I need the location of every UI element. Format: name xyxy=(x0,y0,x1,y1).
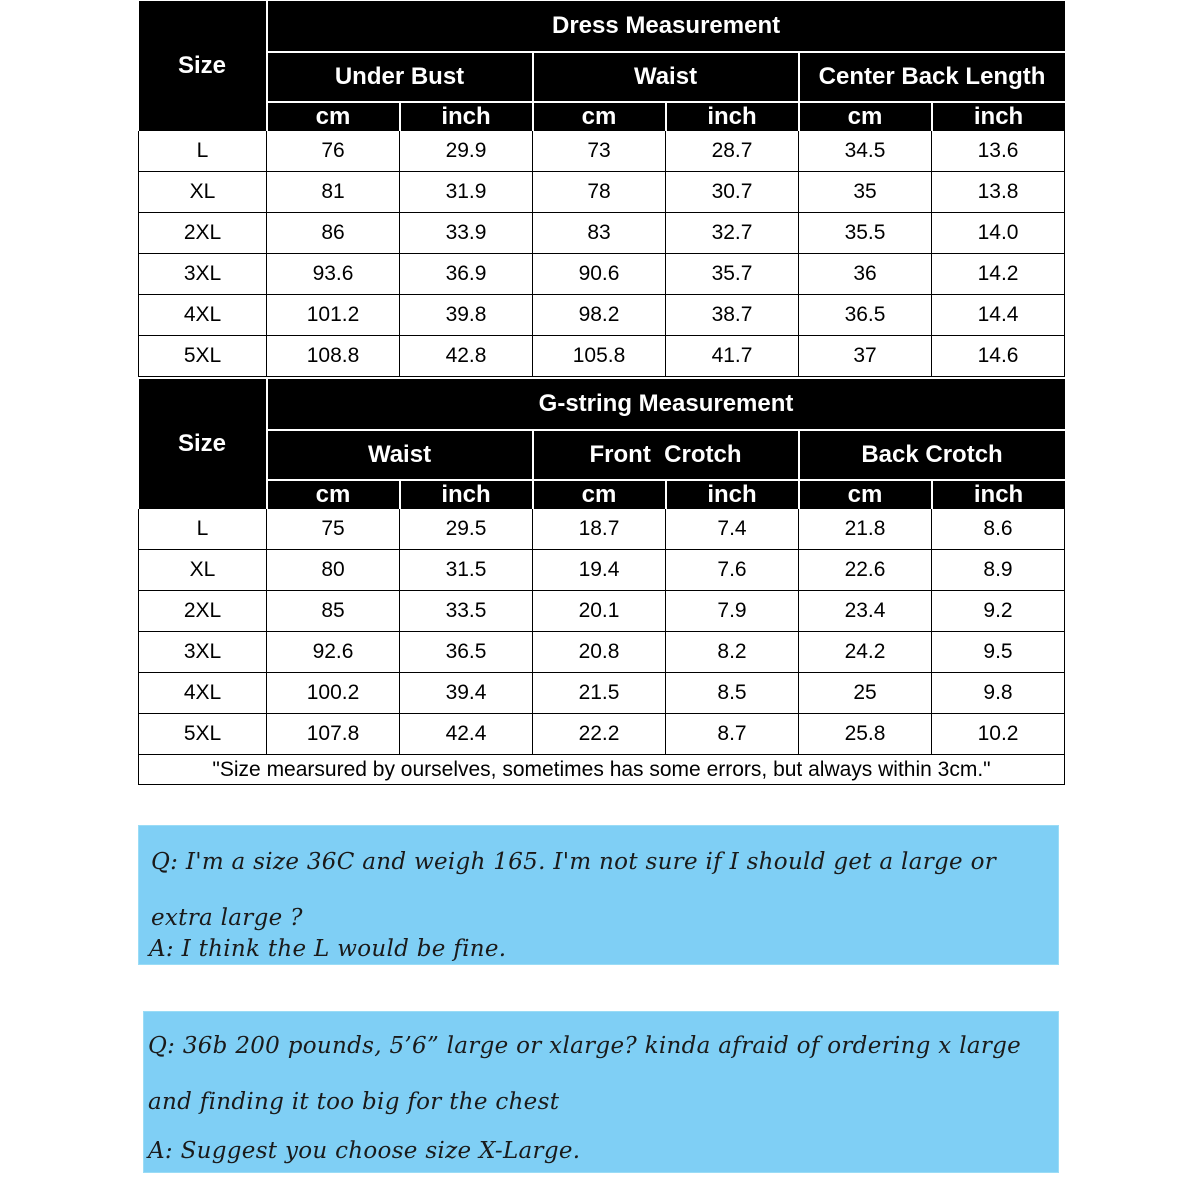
value-cell: 32.7 xyxy=(666,213,799,254)
value-cell: 98.2 xyxy=(533,295,666,336)
value-cell: 30.7 xyxy=(666,172,799,213)
value-cell: 34.5 xyxy=(799,131,932,172)
value-cell: 9.2 xyxy=(932,591,1065,632)
value-cell: 80 xyxy=(267,550,400,591)
unit-header: cm xyxy=(533,480,666,509)
size-column-header: Size xyxy=(139,1,267,131)
question-text: Q: 36b 200 pounds, 5’6” large or xlarge? kinda afraid of ordering x large and finding it too big for the chest xyxy=(148,1033,1022,1115)
value-cell: 75 xyxy=(267,509,400,550)
value-cell: 36 xyxy=(799,254,932,295)
value-cell: 8.9 xyxy=(932,550,1065,591)
value-cell: 8.5 xyxy=(666,673,799,714)
value-cell: 73 xyxy=(533,131,666,172)
size-cell: L xyxy=(139,509,267,550)
value-cell: 9.5 xyxy=(932,632,1065,673)
value-cell: 39.8 xyxy=(400,295,533,336)
value-cell: 36.5 xyxy=(400,632,533,673)
unit-header: cm xyxy=(533,102,666,131)
value-cell: 20.8 xyxy=(533,632,666,673)
value-cell: 107.8 xyxy=(267,714,400,755)
value-cell: 21.8 xyxy=(799,509,932,550)
value-cell: 25.8 xyxy=(799,714,932,755)
size-cell: 2XL xyxy=(139,591,267,632)
table-row xyxy=(139,632,1065,673)
size-cell: 4XL xyxy=(139,295,267,336)
value-cell: 18.7 xyxy=(533,509,666,550)
value-cell: 21.5 xyxy=(533,673,666,714)
value-cell: 31.5 xyxy=(400,550,533,591)
value-cell: 19.4 xyxy=(533,550,666,591)
value-cell: 20.1 xyxy=(533,591,666,632)
value-cell: 108.8 xyxy=(267,336,400,377)
answer-text: A: I think the L would be fine. xyxy=(149,936,507,962)
size-column-header: Size xyxy=(139,379,267,509)
unit-header: inch xyxy=(666,480,799,509)
group-header-center-back-length: Center Back Length xyxy=(799,52,1065,102)
unit-header: inch xyxy=(932,102,1065,131)
qa-box xyxy=(143,1011,1059,1173)
group-header-under-bust: Under Bust xyxy=(267,52,533,102)
table-row xyxy=(139,254,1065,295)
group-header-waist: Waist xyxy=(533,52,799,102)
value-cell: 22.6 xyxy=(799,550,932,591)
table-row xyxy=(139,336,1065,377)
value-cell: 83 xyxy=(533,213,666,254)
size-cell: 3XL xyxy=(139,254,267,295)
unit-header: cm xyxy=(799,480,932,509)
value-cell: 81 xyxy=(267,172,400,213)
group-header-back-crotch: Back Crotch xyxy=(799,430,1065,480)
qa-box xyxy=(138,825,1059,965)
value-cell: 35.5 xyxy=(799,213,932,254)
group-header-front-crotch: Front Crotch xyxy=(533,430,799,480)
value-cell: 8.7 xyxy=(666,714,799,755)
value-cell: 23.4 xyxy=(799,591,932,632)
table-row xyxy=(139,673,1065,714)
value-cell: 93.6 xyxy=(267,254,400,295)
footnote: "Size mearsured by ourselves, sometimes has some errors, but always within 3cm." xyxy=(139,755,1065,785)
value-cell: 10.2 xyxy=(932,714,1065,755)
value-cell: 8.6 xyxy=(932,509,1065,550)
value-cell: 14.6 xyxy=(932,336,1065,377)
value-cell: 29.9 xyxy=(400,131,533,172)
value-cell: 78 xyxy=(533,172,666,213)
unit-header: inch xyxy=(400,480,533,509)
value-cell: 92.6 xyxy=(267,632,400,673)
value-cell: 24.2 xyxy=(799,632,932,673)
value-cell: 13.6 xyxy=(932,131,1065,172)
question-text: Q: I'm a size 36C and weigh 165. I'm not sure if I should get a large or extra large ? xyxy=(151,849,997,931)
value-cell: 37 xyxy=(799,336,932,377)
value-cell: 35.7 xyxy=(666,254,799,295)
size-cell: L xyxy=(139,131,267,172)
footnote-row xyxy=(139,755,1065,785)
value-cell: 86 xyxy=(267,213,400,254)
table-row xyxy=(139,509,1065,550)
size-cell: XL xyxy=(139,550,267,591)
value-cell: 13.8 xyxy=(932,172,1065,213)
value-cell: 29.5 xyxy=(400,509,533,550)
table-row xyxy=(139,172,1065,213)
table-row xyxy=(139,550,1065,591)
size-cell: 2XL xyxy=(139,213,267,254)
table-title: Dress Measurement xyxy=(267,1,1065,52)
value-cell: 42.8 xyxy=(400,336,533,377)
dress-measurement-table xyxy=(138,1,1065,377)
value-cell: 25 xyxy=(799,673,932,714)
table-row xyxy=(139,213,1065,254)
unit-header: inch xyxy=(400,102,533,131)
value-cell: 38.7 xyxy=(666,295,799,336)
table-row xyxy=(139,131,1065,172)
value-cell: 100.2 xyxy=(267,673,400,714)
size-cell: 4XL xyxy=(139,673,267,714)
value-cell: 33.5 xyxy=(400,591,533,632)
value-cell: 85 xyxy=(267,591,400,632)
value-cell: 9.8 xyxy=(932,673,1065,714)
value-cell: 36.9 xyxy=(400,254,533,295)
value-cell: 35 xyxy=(799,172,932,213)
value-cell: 14.2 xyxy=(932,254,1065,295)
value-cell: 105.8 xyxy=(533,336,666,377)
table-row xyxy=(139,714,1065,755)
value-cell: 76 xyxy=(267,131,400,172)
value-cell: 7.4 xyxy=(666,509,799,550)
group-header-waist: Waist xyxy=(267,430,533,480)
table-row xyxy=(139,591,1065,632)
unit-header: inch xyxy=(932,480,1065,509)
unit-header: cm xyxy=(799,102,932,131)
size-cell: 5XL xyxy=(139,336,267,377)
value-cell: 14.0 xyxy=(932,213,1065,254)
value-cell: 90.6 xyxy=(533,254,666,295)
unit-header: cm xyxy=(267,480,400,509)
unit-header: cm xyxy=(267,102,400,131)
value-cell: 42.4 xyxy=(400,714,533,755)
value-cell: 101.2 xyxy=(267,295,400,336)
table-title: G-string Measurement xyxy=(267,379,1065,430)
table-row xyxy=(139,295,1065,336)
value-cell: 36.5 xyxy=(799,295,932,336)
gstring-measurement-table xyxy=(138,379,1065,785)
answer-text: A: Suggest you choose size X-Large. xyxy=(148,1138,581,1164)
size-cell: 5XL xyxy=(139,714,267,755)
value-cell: 28.7 xyxy=(666,131,799,172)
unit-header: inch xyxy=(666,102,799,131)
value-cell: 7.9 xyxy=(666,591,799,632)
value-cell: 41.7 xyxy=(666,336,799,377)
value-cell: 31.9 xyxy=(400,172,533,213)
size-cell: 3XL xyxy=(139,632,267,673)
value-cell: 7.6 xyxy=(666,550,799,591)
value-cell: 22.2 xyxy=(533,714,666,755)
size-cell: XL xyxy=(139,172,267,213)
value-cell: 8.2 xyxy=(666,632,799,673)
value-cell: 33.9 xyxy=(400,213,533,254)
value-cell: 14.4 xyxy=(932,295,1065,336)
value-cell: 39.4 xyxy=(400,673,533,714)
